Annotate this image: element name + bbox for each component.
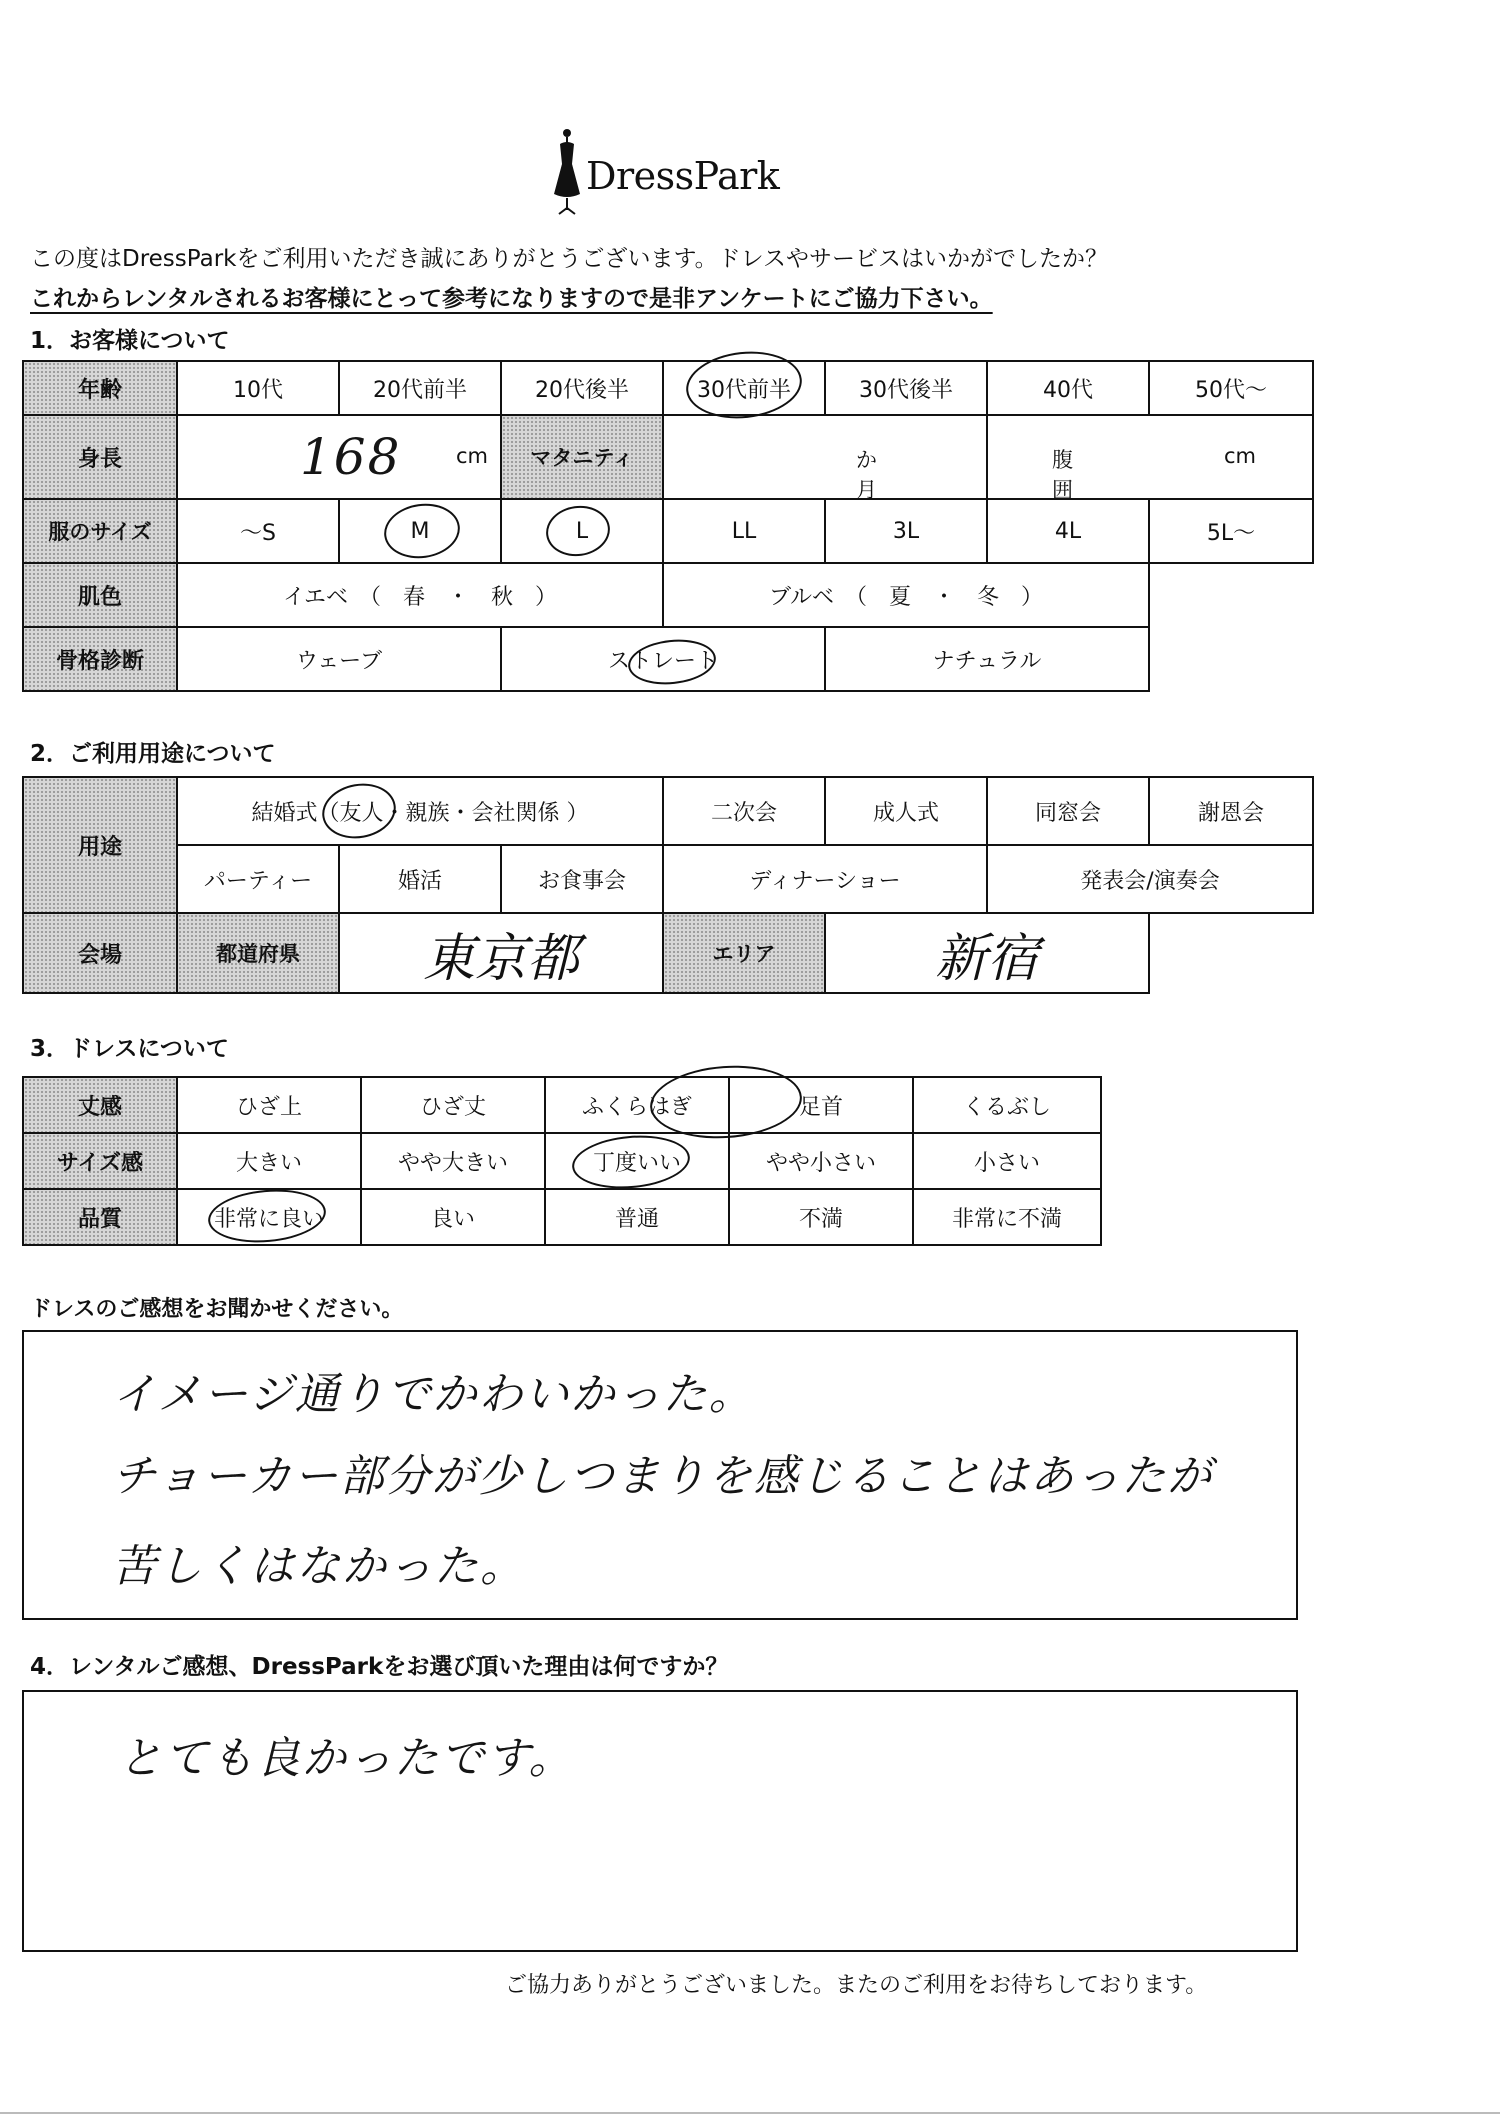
size-option[interactable]: 5L〜 (1148, 498, 1314, 564)
section-3-title: 3．ドレスについて (30, 1036, 229, 1062)
frame-option[interactable]: ウェーブ (176, 626, 502, 692)
maternity-unit: か月 (856, 448, 877, 502)
skin-yellow-option[interactable]: イエベ （ 春 ・ 秋 ） (176, 562, 664, 628)
age-option[interactable]: 40代 (986, 360, 1150, 416)
section-2-title: 2．ご利用用途について (30, 741, 276, 767)
skin-blue-option[interactable]: ブルベ （ 夏 ・ 冬 ） (662, 562, 1150, 628)
waist-unit: cm (1224, 444, 1257, 468)
size-option[interactable]: 4L (986, 498, 1150, 564)
purpose-option[interactable]: 二次会 (662, 776, 826, 846)
length-option[interactable]: ひざ上 (176, 1076, 362, 1134)
height-unit: cm (456, 444, 489, 468)
age-option[interactable]: 30代前半 (662, 360, 826, 416)
fit-label: サイズ感 (22, 1132, 178, 1190)
purpose-option[interactable]: 婚活 (338, 844, 502, 914)
intro-line-1: この度はDressParkをご利用いただき誠にありがとうございます。ドレスやサービスはいかがでしたか？ (30, 246, 1108, 272)
dress-comment-line: 苦しくはなかった。 (112, 1541, 526, 1592)
dress-comment-line: イメージ通りでかわいかった。 (112, 1369, 755, 1420)
length-label: 丈感 (22, 1076, 178, 1134)
purpose-wedding-option[interactable]: 結婚式（友人・親族・会社関係 ） (176, 776, 664, 846)
prefecture-label: 都道府県 (176, 912, 340, 994)
dress-icon (550, 128, 584, 216)
section-4-title: 4．レンタルご感想、DressParkをお選び頂いた理由は何ですか？ (30, 1654, 729, 1680)
intro-line-2: これからレンタルされるお客様にとって参考になりますので是非アンケートにご協力下さい。 (30, 286, 993, 312)
age-option[interactable]: 50代〜 (1148, 360, 1314, 416)
height-label: 身長 (22, 414, 178, 500)
maternity-field[interactable] (662, 414, 988, 500)
maternity-label: マタニティ (500, 414, 664, 500)
quality-option[interactable]: 良い (360, 1188, 546, 1246)
quality-option[interactable]: 普通 (544, 1188, 730, 1246)
length-option[interactable]: ふくらはぎ (544, 1076, 730, 1134)
length-option[interactable]: くるぶし (912, 1076, 1102, 1134)
section-1-title: 1．お客様について (30, 328, 230, 354)
length-option[interactable]: 足首 (728, 1076, 914, 1134)
purpose-option[interactable]: ディナーショー (662, 844, 988, 914)
dress-comment-prompt: ドレスのご感想をお聞かせください。 (30, 1297, 404, 1322)
purpose-option[interactable]: 成人式 (824, 776, 988, 846)
age-option[interactable]: 20代前半 (338, 360, 502, 416)
area-field[interactable]: 新宿 (824, 912, 1150, 994)
quality-label: 品質 (22, 1188, 178, 1246)
size-option[interactable]: M (338, 498, 502, 564)
prefecture-field[interactable]: 東京都 (338, 912, 664, 994)
dress-comment-line: チョーカー部分が少しつまりを感じることはあったが (112, 1451, 1214, 1502)
size-label: 服のサイズ (22, 498, 178, 564)
reason-comment-line: とても良かったです。 (118, 1733, 575, 1784)
waist-label: 腹囲 (1052, 448, 1073, 502)
skin-label: 肌色 (22, 562, 178, 628)
frame-option[interactable]: ストレート (500, 626, 826, 692)
fit-option[interactable]: 大きい (176, 1132, 362, 1190)
quality-option[interactable]: 不満 (728, 1188, 914, 1246)
age-option[interactable]: 20代後半 (500, 360, 664, 416)
length-option[interactable]: ひざ丈 (360, 1076, 546, 1134)
fit-option[interactable]: やや大きい (360, 1132, 546, 1190)
purpose-option[interactable]: パーティー (176, 844, 340, 914)
age-option[interactable]: 10代 (176, 360, 340, 416)
frame-label: 骨格診断 (22, 626, 178, 692)
frame-option[interactable]: ナチュラル (824, 626, 1150, 692)
venue-label: 会場 (22, 912, 178, 994)
purpose-label: 用途 (22, 776, 178, 914)
age-option[interactable]: 30代後半 (824, 360, 988, 416)
height-value: 168 (300, 428, 402, 486)
purpose-option[interactable]: 謝恩会 (1148, 776, 1314, 846)
quality-option[interactable]: 非常に不満 (912, 1188, 1102, 1246)
size-option[interactable]: 〜S (176, 498, 340, 564)
fit-option[interactable]: やや小さい (728, 1132, 914, 1190)
fit-option[interactable]: 丁度いい (544, 1132, 730, 1190)
dresspark-logo (550, 128, 810, 218)
purpose-option[interactable]: 発表会/演奏会 (986, 844, 1314, 914)
brand-name: DressPark (586, 154, 780, 198)
thank-you-note: ご協力ありがとうございました。またのご利用をお待ちしております。 (505, 1973, 1208, 1998)
age-label: 年齢 (22, 360, 178, 416)
scan-edge-line (0, 2112, 1500, 2114)
size-option[interactable]: 3L (824, 498, 988, 564)
purpose-option[interactable]: 同窓会 (986, 776, 1150, 846)
purpose-option[interactable]: お食事会 (500, 844, 664, 914)
size-option[interactable]: L (500, 498, 664, 564)
waist-field[interactable] (986, 414, 1314, 500)
size-option[interactable]: LL (662, 498, 826, 564)
quality-option[interactable]: 非常に良い (176, 1188, 362, 1246)
area-label: エリア (662, 912, 826, 994)
fit-option[interactable]: 小さい (912, 1132, 1102, 1190)
